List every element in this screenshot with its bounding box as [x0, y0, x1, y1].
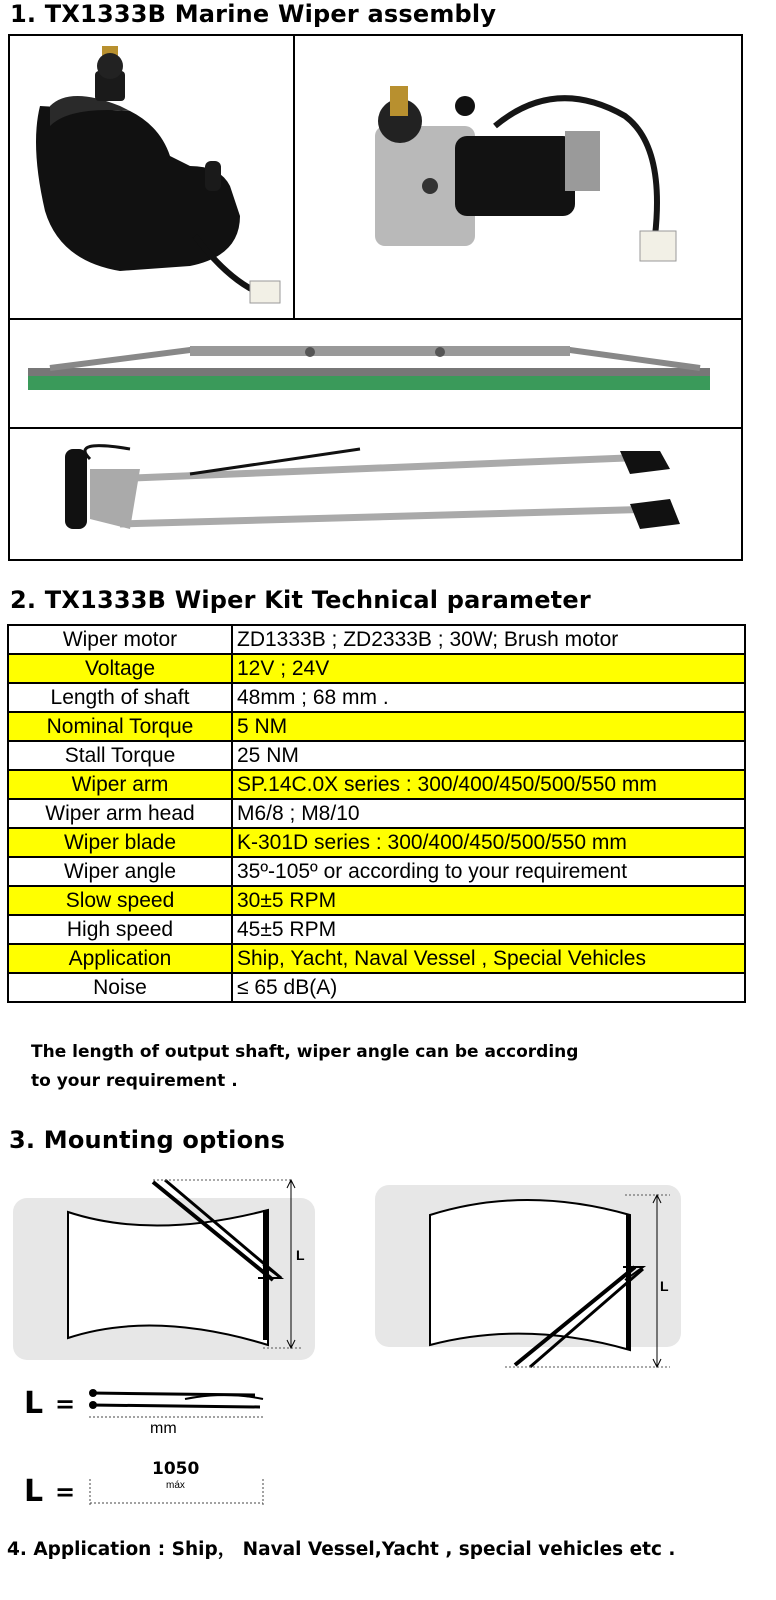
note-line-2: to your requirement . — [31, 1071, 238, 1091]
spec-value: 45±5 RPM — [232, 915, 745, 944]
spec-value: SP.14C.0X series : 300/400/450/500/550 mm — [232, 770, 745, 799]
formula-1-equals: = — [55, 1390, 76, 1418]
spec-value: ≤ 65 dB(A) — [232, 973, 745, 1002]
section-2-title: 2. TX1333B Wiper Kit Technical parameter — [10, 586, 591, 614]
dim-label-right: L — [660, 1278, 669, 1294]
spec-label: Noise — [8, 973, 232, 1002]
spec-row — [8, 770, 745, 799]
photo-wiper-arms — [8, 427, 743, 561]
spec-label: Slow speed — [8, 886, 232, 915]
spec-row — [8, 828, 745, 857]
spec-row — [8, 625, 745, 654]
spec-row — [8, 712, 745, 741]
section-4-title: 4. Application : Ship， Naval Vessel,Yacht , special vehicles etc . — [7, 1539, 676, 1560]
spec-row — [8, 799, 745, 828]
spec-value: 25 NM — [232, 741, 745, 770]
spec-row — [8, 741, 745, 770]
section-3-title: 3. Mounting options — [9, 1126, 286, 1154]
spec-value: 12V ; 24V — [232, 654, 745, 683]
spec-label: Application — [8, 944, 232, 973]
formula-2-L: L — [24, 1474, 44, 1509]
formula-2-sub: máx — [166, 1480, 185, 1491]
mounting-diagram-right — [375, 1185, 675, 1375]
dim-label-left: L — [296, 1247, 305, 1263]
spec-label: Stall Torque — [8, 741, 232, 770]
note-line-1: The length of output shaft, wiper angle can be according — [31, 1042, 579, 1062]
spec-row — [8, 654, 745, 683]
spec-row — [8, 683, 745, 712]
spec-value: 30±5 RPM — [232, 886, 745, 915]
formula-2-value: 1050 — [152, 1459, 200, 1479]
spec-label: Length of shaft — [8, 683, 232, 712]
section-1-title: 1. TX1333B Marine Wiper assembly — [10, 0, 497, 28]
formula-1-unit: mm — [150, 1420, 177, 1437]
spec-row — [8, 857, 745, 886]
spec-label: Nominal Torque — [8, 712, 232, 741]
spec-value: K-301D series : 300/400/450/500/550 mm — [232, 828, 745, 857]
spec-row — [8, 915, 745, 944]
spec-label: Wiper arm — [8, 770, 232, 799]
spec-row — [8, 944, 745, 973]
spec-value: 35º-105º or according to your requirement — [232, 857, 745, 886]
formula-2-dimension-line — [85, 1475, 270, 1511]
formula-1-arm-icon — [85, 1385, 270, 1421]
photo-motor-side — [8, 34, 295, 320]
spec-label: Wiper angle — [8, 857, 232, 886]
mounting-diagram-left — [13, 1170, 313, 1370]
spec-table — [7, 624, 746, 1003]
spec-label: High speed — [8, 915, 232, 944]
spec-label: Wiper blade — [8, 828, 232, 857]
spec-label: Wiper arm head — [8, 799, 232, 828]
spec-value: 48mm ; 68 mm . — [232, 683, 745, 712]
spec-label: Wiper motor — [8, 625, 232, 654]
spec-value: Ship, Yacht, Naval Vessel , Special Vehicles — [232, 944, 745, 973]
formula-2-equals: = — [55, 1478, 76, 1506]
spec-label: Voltage — [8, 654, 232, 683]
spec-row — [8, 973, 745, 1002]
spec-row — [8, 886, 745, 915]
formula-1-L: L — [24, 1386, 44, 1421]
spec-value: 5 NM — [232, 712, 745, 741]
photo-motor-gearbox — [293, 34, 743, 320]
spec-value: M6/8 ; M8/10 — [232, 799, 745, 828]
spec-value: ZD1333B ; ZD2333B ; 30W; Brush motor — [232, 625, 745, 654]
photo-wiper-blade — [8, 318, 743, 429]
